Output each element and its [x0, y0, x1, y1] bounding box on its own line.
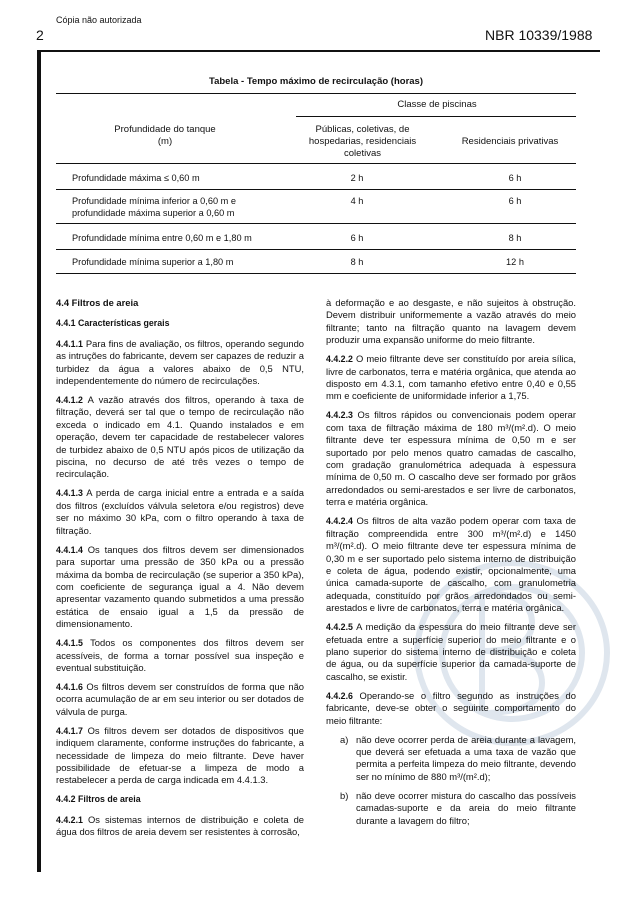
- right-column: [326, 297, 576, 834]
- row-private-time: 12 h: [506, 257, 524, 267]
- clause-number: 4.4.2.5: [326, 622, 353, 633]
- clause-number: 4.4.1.6: [56, 681, 83, 692]
- row-private-time: 6 h: [508, 173, 522, 183]
- paragraph: [56, 814, 304, 839]
- paragraph: [326, 353, 576, 403]
- list-item-label: b): [340, 789, 349, 801]
- paragraph-text: O meio filtrante deve ser constituído por areia sílica, livre de carbonatos, terra e matéria orgânica, que atenda ao disposto em 4.3.1, com tamanho efetivo entre 0,40 e 0,55 mm e coeficiente de uniformidade inferior a 1,75.: [326, 353, 576, 402]
- top-rule: [37, 50, 600, 52]
- depth-header-line1: Profundidade do tanque: [114, 124, 216, 135]
- paragraph: [326, 515, 576, 614]
- list-item-text: não deve ocorrer mistura do cascalho das possíveis camadas-suporte e da areia do meio filtrante durante a lavagem do filtro;: [356, 789, 576, 826]
- row-private-time: 8 h: [508, 233, 522, 243]
- paragraph: [56, 637, 304, 674]
- paragraph-text: Os filtros de alta vazão podem operar com taxa de filtração compreendida entre 300 m³/(m².d) e 1450 m³/(m².d). O meio filtrante deve ter espessura mínima de 0,30 m e ser suportado pelo sistema interno de distribuição e coleta de água, podendo existir, opcionalmente, uma única camada-suporte de cascalho, com granulometria adequada, constituído por grãos arredondados ou semi-arestados e livre de carbonatos, terra e matéria orgânica.: [326, 515, 576, 614]
- group-header-rule: [296, 116, 576, 117]
- paragraph: [56, 394, 304, 481]
- table-bottom-rule: [56, 273, 576, 274]
- paragraph: [56, 544, 304, 631]
- paragraph-text: Os filtros devem ser dotados de dispositivos que indiquem claramente, conforme instruções do fabricante, a necessidade de limpeza do meio filtrante. Deve haver possibilidade de efetuar-se a limpeza de modo a restabelecer a perda de carga indicada em 4.4.1.3.: [56, 724, 304, 786]
- row-public-time: 8 h: [350, 257, 364, 267]
- table-top-rule: [56, 93, 576, 94]
- paragraph-text: Os sistemas internos de distribuição e coleta de água dos filtros de areia devem ser resistentes à corrosão,: [56, 813, 304, 838]
- row-public-time: 4 h: [350, 196, 364, 206]
- header-bottom-rule: [56, 163, 576, 164]
- left-margin-bar: [37, 50, 41, 872]
- row-rule: [56, 249, 576, 250]
- paragraph: [56, 487, 304, 537]
- table-title: Tabela - Tempo máximo de recirculação (horas): [209, 76, 423, 87]
- clause-number: 4.4.1.4: [56, 544, 83, 555]
- row-rule: [56, 223, 576, 224]
- clause-number: 4.4.1.1: [56, 338, 83, 349]
- clause-number: 4.4.1.3: [56, 488, 83, 499]
- depth-header-line2: (m): [157, 136, 173, 147]
- clause-number: 4.4.1.7: [56, 725, 83, 736]
- paragraph: [56, 338, 304, 388]
- section-heading: 4.4 Filtros de areia: [56, 297, 139, 308]
- row-depth: Profundidade mínima entre 0,60 m e 1,80 m: [72, 233, 252, 243]
- paragraph-text: A vazão através dos filtros, operando à taxa de filtração, deverá ser tal que o tempo de recirculação não exceda o indicado em 4.1. Quando instalados e em operação, devem ter capacidade de restabelecer valores de turbidez abaixo de 0,5 NTU após picos de utilização da piscina, no decurso de até três vezes o tempo de recirculação.: [56, 394, 304, 480]
- paragraph-text: A medição da espessura do meio filtrante deve ser efetuada entre a superfície superior do meio filtrante e o plano superior do sistema interno de distribuição e coleta de água, ou da superfície superior da camada-suporte de cascalho, se existir.: [326, 621, 576, 682]
- paragraph-text: Os filtros rápidos ou convencionais podem operar com taxa de filtração máxima de 180 m³/(m².d). O meio filtrante deve ter espessura mínima de 0,50 m e ser suportado por pelo menos quatro camadas de cascalho, com gradação granulométrica adequada à espessura mínima de 0,50 m. O cascalho deve ser formado por grãos arredondados ou semi-arestados e ser livre de carbonatos, terra e matéria orgânica.: [326, 409, 576, 508]
- paragraph: [326, 409, 576, 508]
- clause-number: 4.4.2.2: [326, 354, 353, 365]
- group-header: Classe de piscinas: [397, 99, 477, 110]
- paragraph: [56, 681, 304, 718]
- row-depth: Profundidade máxima ≤ 0,60 m: [72, 173, 200, 183]
- list-item: [326, 734, 576, 784]
- depth-header: [70, 124, 260, 148]
- clause-number: 4.4.1.2: [56, 395, 83, 406]
- page-number: 2: [36, 27, 44, 43]
- row-public-time: 6 h: [350, 233, 364, 243]
- row-depth: Profundidade mínima superior a 1,80 m: [72, 257, 234, 267]
- row-rule: [56, 189, 576, 190]
- private-header: Residenciais privativas: [461, 136, 559, 147]
- paragraph: à deformação e ao desgaste, e não sujeitos à obstrução. Devem distribuir uniformemente a vazão através do meio filtrante; tanto na filtração quanto na lavagem devem produzir uma expansão uniforme do meio filtrante.: [326, 297, 576, 346]
- document-reference: NBR 10339/1988: [485, 27, 593, 43]
- paragraph-text: Operando-se o filtro segundo as instruções do fabricante, deve-se obter o seguinte comportamento do meio filtrante:: [326, 689, 576, 726]
- paragraph: [326, 690, 576, 727]
- paragraph-text: A perda de carga inicial entre a entrada e a saída dos filtros (excluídos válvula seletora e/ou registros) deve ser no máximo 30 kPa, com o filtro operando à taxa de filtração.: [56, 487, 304, 536]
- subsection-heading: 4.4.2 Filtros de areia: [56, 794, 141, 805]
- paragraph-text: Para fins de avaliação, os filtros, operando segundo as intruções do fabricante, devem ser capazes de reduzir a turbidez da água a valores abaixo de 0,5 NTU, independentemente do número de recirculações.: [56, 337, 304, 387]
- clause-number: 4.4.2.1: [56, 814, 83, 825]
- paragraph-text: Os filtros devem ser construídos de forma que não ocorra acumulação de ar em seu interior ou ser dotados de válvula de purga.: [56, 680, 304, 717]
- list-item-text: não deve ocorrer perda de areia durante a lavagem, que deverá ser efetuada a uma taxa de vazão que permita a perfeita limpeza do meio filtrante, devendo ser no mínimo de 880 m³/(m².d);: [356, 733, 576, 782]
- row-depth: Profundidade mínima inferior a 0,60 m e profundidade máxima superior a 0,60 m: [72, 196, 236, 218]
- clause-number: 4.4.1.5: [56, 638, 83, 649]
- subsection-heading: 4.4.1 Características gerais: [56, 318, 170, 329]
- row-private-time: 6 h: [508, 196, 522, 206]
- clause-number: 4.4.2.6: [326, 690, 353, 701]
- row-public-time: 2 h: [350, 173, 364, 183]
- paragraph-text: Todos os componentes dos filtros devem ser acessíveis, de forma a tornar possível sua inspeção e eventual substituição.: [56, 637, 304, 673]
- public-header: Públicas, coletivas, de hospedarias, residenciais coletivas: [308, 124, 417, 159]
- list-item: [326, 790, 576, 827]
- left-column: [56, 297, 304, 845]
- list-item-label: a): [340, 733, 349, 745]
- clause-number: 4.4.2.4: [326, 516, 353, 527]
- paragraph-text: Os tanques dos filtros devem ser dimensionados para suportar uma pressão de 350 kPa ou a pressão máxima da bomba de recirculação (se superior a 350 kPa), com coeficiente de segurança igual a 4. Não devem apresentar vazamento quando submetidos a uma pressão estática de ensaio igual a 1,5 da pressão de dimensionamento.: [56, 543, 304, 630]
- clause-number: 4.4.2.3: [326, 410, 353, 421]
- paragraph: [326, 621, 576, 683]
- paragraph: [56, 725, 304, 787]
- copy-notice: Cópia não autorizada: [56, 15, 142, 25]
